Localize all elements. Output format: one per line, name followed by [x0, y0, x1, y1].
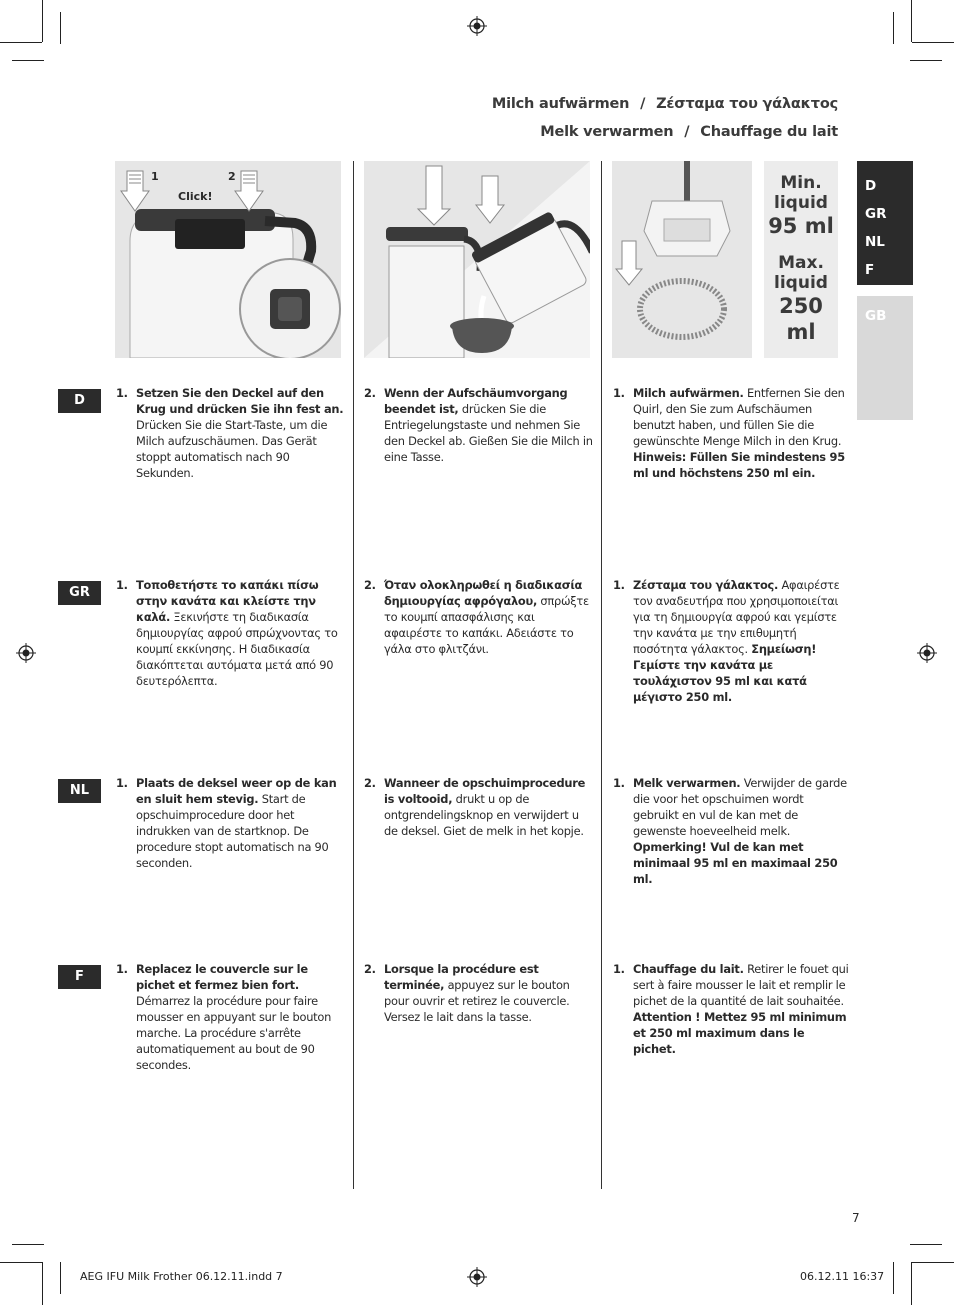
page-heading-line-2 — [540, 124, 838, 140]
step-number: 2. — [364, 578, 376, 592]
step-number: 2. — [364, 386, 376, 400]
crop-mark — [0, 42, 42, 43]
heading-gr: Ζέσταμα του γάλακτος — [656, 96, 838, 112]
crop-mark — [42, 0, 43, 42]
step-text — [384, 961, 594, 1025]
max-liquid-label: Max. liquid — [774, 253, 828, 293]
step-number: 1. — [613, 386, 625, 400]
instruction-step — [613, 775, 849, 887]
instruction-step — [364, 577, 594, 657]
step-lead: Setzen Sie den Deckel auf den Krug und drücken Sie ihn fest an. — [136, 386, 344, 416]
step-number: 2. — [364, 962, 376, 976]
language-label: GR — [58, 581, 101, 605]
crop-mark — [912, 1262, 954, 1263]
heading-separator: / — [684, 124, 690, 140]
step-lead: Milch aufwärmen. — [633, 386, 744, 400]
step-number: 2. — [364, 776, 376, 790]
step-lead: Replacez le couvercle sur le pichet et fermez bien fort. — [136, 962, 308, 992]
illustration-whisk — [612, 161, 752, 358]
step-lead: Melk verwarmen. — [633, 776, 741, 790]
footer-file-info: AEG IFU Milk Frother 06.12.11.indd 7 — [80, 1270, 283, 1283]
page-number: 7 — [852, 1211, 860, 1225]
step-body: Αφαιρέστε τον αναδευτήρα που χρησιμοποιείται για τη δημιουργία αφρού και γεμίστε την κανάτα με την επιθυμητή ποσότητα γάλακτος. — [633, 578, 840, 656]
max-liquid-value: 250 ml — [779, 294, 823, 344]
step-note: Σημείωση! Γεμίστε την κανάτα με τουλάχιστον 95 ml και κατά μέγιστο 250 ml. — [633, 642, 817, 704]
step-body: Start de opschuimprocedure door het indrukken van de startknop. De procedure stopt automatisch na 90 seconden. — [136, 792, 329, 870]
instruction-step — [364, 961, 594, 1025]
liquid-limits-panel — [764, 161, 838, 358]
step-note: Attention ! Mettez 95 ml minimum et 250 ml maximum dans le pichet. — [633, 1010, 847, 1056]
tab-gr: GR — [865, 206, 887, 222]
step-number: 1. — [613, 776, 625, 790]
step-number: 1. — [116, 386, 128, 400]
instruction-step — [364, 775, 594, 839]
step-body: Retirer le fouet qui sert à faire mousser le lait et remplir le pichet de la quantité de lait souhaitée. — [633, 962, 849, 1008]
crop-mark — [893, 12, 894, 44]
crop-mark — [893, 1262, 894, 1294]
crop-mark — [910, 1244, 942, 1245]
crop-mark — [0, 1262, 42, 1263]
instruction-step — [116, 961, 346, 1073]
crop-mark — [60, 1262, 61, 1294]
step-text — [384, 577, 594, 657]
instruction-step — [116, 775, 346, 871]
crop-mark — [12, 60, 44, 61]
instruction-step — [116, 577, 346, 689]
tab-f: F — [865, 262, 875, 278]
crop-mark — [910, 60, 942, 61]
step-body: drücken Sie die Entriegelungstaste und nehmen Sie den Deckel ab. Gießen Sie die Milch in eine Tasse. — [384, 402, 593, 464]
footer-timestamp: 06.12.11 16:37 — [800, 1270, 885, 1283]
step-body: Entfernen Sie den Quirl, den Sie zum Aufschäumen benutzt haben, und füllen Sie die gewünschte Menge Milch in den Krug. — [633, 386, 845, 448]
step-lead: Ζέσταμα του γάλακτος. — [633, 578, 779, 592]
illustration-pour-milk — [364, 161, 590, 358]
step-number: 1. — [116, 578, 128, 592]
crop-mark — [60, 12, 61, 44]
heading-nl: Melk verwarmen — [540, 124, 674, 140]
step-number: 1. — [613, 578, 625, 592]
step-text — [136, 961, 346, 1073]
crop-mark — [911, 0, 912, 42]
illustration-lid-start — [115, 161, 341, 358]
language-label: NL — [58, 779, 101, 803]
step-text — [384, 775, 594, 839]
crop-mark — [42, 1262, 43, 1305]
step-text — [136, 577, 346, 689]
tab-nl: NL — [865, 234, 885, 250]
instruction-step — [613, 961, 849, 1057]
step-text — [633, 961, 849, 1057]
language-tab-active — [857, 161, 913, 285]
whisk-illustration — [612, 161, 752, 358]
heading-separator: / — [640, 96, 646, 112]
registration-mark-icon — [467, 16, 487, 36]
step-number: 1. — [116, 776, 128, 790]
step-lead: Wanneer de opschuimprocedure is voltooid, — [384, 776, 586, 806]
step-lead: Lorsque la procédure est terminée, — [384, 962, 539, 992]
step-number: 1. — [613, 962, 625, 976]
step-note: Opmerking! Vul de kan met minimaal 95 ml en maximaal 250 ml. — [633, 840, 838, 886]
registration-mark-icon — [467, 1267, 487, 1287]
min-liquid-label: Min. liquid — [774, 173, 828, 213]
step-text — [136, 385, 346, 481]
step-text — [633, 385, 849, 481]
tab-gb: GB — [865, 308, 887, 324]
column-divider — [601, 161, 602, 1189]
step-text — [633, 577, 849, 705]
step-text — [136, 775, 346, 871]
language-label: D — [58, 389, 101, 413]
step-label-2: 2 — [228, 170, 236, 183]
page-heading-line-1 — [492, 96, 838, 112]
heading-de: Milch aufwärmen — [491, 96, 630, 112]
instruction-step — [613, 385, 849, 481]
instruction-step — [613, 577, 849, 705]
min-liquid-value: 95 ml — [768, 214, 834, 238]
language-tab-inactive — [857, 296, 913, 420]
heading-fr: Chauffage du lait — [700, 124, 838, 140]
step-number: 1. — [116, 962, 128, 976]
step-lead: Chauffage du lait. — [633, 962, 744, 976]
step-body: drukt u op de ontgrendelingsknop en verwijdert u de deksel. Giet de melk in het kopje. — [384, 792, 584, 838]
step-lead: Όταν ολοκληρωθεί η διαδικασία δημιουργίας αφρόγαλου, — [384, 578, 583, 608]
step-text — [633, 775, 849, 887]
step-body: Démarrez la procédure pour faire mousser en appuyant sur le bouton marche. La procédure s'arrête automatiquement au bout de 90 secondes. — [136, 994, 332, 1072]
crop-mark — [911, 1262, 912, 1305]
step-label-1: 1 — [151, 170, 159, 183]
step-body: Drücken Sie die Start-Taste, um die Milch aufzuschäumen. Das Gerät stoppt automatisch nach 90 Sekunden. — [136, 418, 328, 480]
step-body: appuyez sur le bouton pour ouvrir et retirez le couvercle. Versez le lait dans la tasse. — [384, 978, 570, 1024]
step-body: Ξεκινήστε τη διαδικασία δημιουργίας αφρού σπρώχνοντας το κουμπί εκκίνησης. Η διαδικασία διακόπτεται αυτόματα μετά από 90 δευτερόλεπτα. — [136, 610, 338, 688]
click-label: Click! — [178, 190, 213, 203]
jug-lid-illustration — [115, 161, 341, 358]
step-lead: Τοποθετήστε το καπάκι πίσω στην κανάτα και κλείστε την καλά. — [136, 578, 319, 624]
instruction-step — [364, 385, 594, 465]
registration-mark-icon — [16, 643, 36, 663]
language-label: F — [58, 965, 101, 989]
step-lead: Wenn der Aufschäumvorgang beendet ist, — [384, 386, 568, 416]
pour-milk-illustration — [364, 161, 590, 358]
step-body: Verwijder de garde die voor het opschuimen wordt gebruikt en vul de kan met de gewenste hoeveelheid melk. — [633, 776, 847, 838]
step-body: σπρώξτε το κουμπί απασφάλισης και αφαιρέστε το καπάκι. Αδειάστε το γάλα στο φλιτζάνι. — [384, 594, 589, 656]
tab-d: D — [865, 178, 877, 194]
registration-mark-icon — [917, 643, 937, 663]
crop-mark — [12, 1244, 44, 1245]
instruction-step — [116, 385, 346, 481]
crop-mark — [912, 42, 954, 43]
step-lead: Plaats de deksel weer op de kan en sluit hem stevig. — [136, 776, 337, 806]
step-text — [384, 385, 594, 465]
column-divider — [353, 161, 354, 1189]
step-note: Hinweis: Füllen Sie mindestens 95 ml und höchstens 250 ml ein. — [633, 450, 845, 480]
